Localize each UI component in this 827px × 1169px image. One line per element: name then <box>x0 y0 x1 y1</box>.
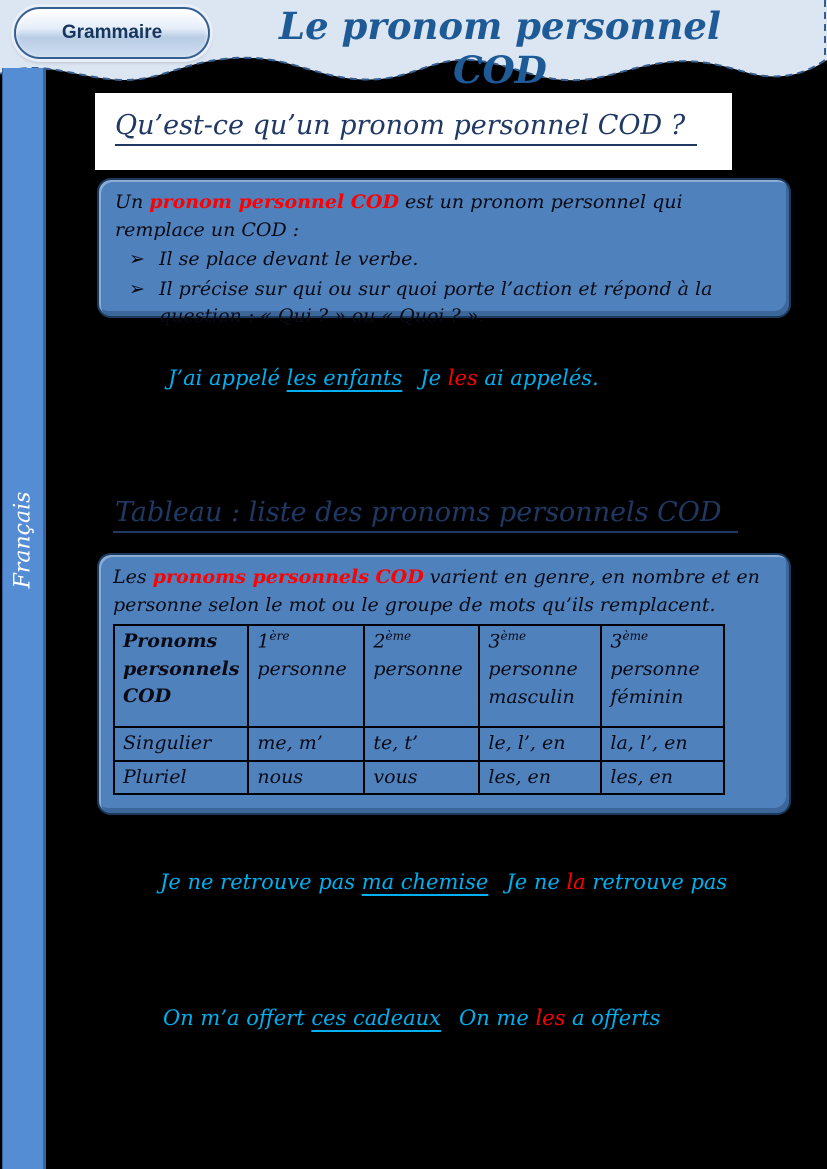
table-header-1st-person <box>248 625 364 727</box>
example-mid: Je ne <box>506 870 567 894</box>
header-number: 1 <box>257 630 270 653</box>
arrowhead-bullet-icon: ➢ <box>129 277 145 300</box>
definition-bullet-list <box>129 246 773 331</box>
section1-heading-box <box>95 93 732 170</box>
row-label: Pluriel <box>114 761 248 795</box>
header-number: 3 <box>488 630 501 653</box>
example-sentence-2 <box>160 870 727 894</box>
header-ordinal-sup: ème <box>385 629 412 644</box>
pronouns-table <box>113 624 725 795</box>
header-number: 3 <box>610 630 623 653</box>
table-intro-highlight: pronoms personnels COD <box>152 566 424 588</box>
underlined-cod: ma chemise <box>361 870 489 894</box>
bullet-text: Il se place devant le verbe. <box>159 248 419 271</box>
table-intro <box>113 564 775 619</box>
table-cell: nous <box>248 761 364 795</box>
pronoun-table-box <box>97 553 791 815</box>
definition-intro-pre: Un <box>115 191 150 213</box>
header-word: personne <box>610 657 700 680</box>
table-intro-pre: Les <box>113 566 153 588</box>
table-intro-post: varient en genre, en nombre et en personne selon le mot ou le groupe de mots qu’ils remplacent. <box>113 566 760 616</box>
bullet-text: Il précise sur qui ou sur quoi porte l’action et répond à la question : « Qui ? » ou « Quoi ? ». <box>159 277 713 328</box>
table-header-3rd-person-fem <box>601 625 724 727</box>
table-cell: me, m’ <box>248 727 364 761</box>
definition-box <box>97 178 791 328</box>
table-corner-header: Pronoms personnels COD <box>114 625 248 727</box>
table-header-row <box>114 625 724 727</box>
grammaire-button[interactable]: Grammaire <box>14 7 210 59</box>
header-number: 2 <box>373 630 386 653</box>
header-gender: masculin <box>488 685 575 708</box>
underlined-cod: ces cadeaux <box>311 1006 441 1030</box>
page-title: Le pronom personnel COD <box>279 4 721 92</box>
underlined-cod: les enfants <box>286 366 403 390</box>
example-lead: J’ai appelé <box>168 366 287 390</box>
table-cell: les, en <box>601 761 724 795</box>
header-word: personne <box>488 657 578 680</box>
arrowhead-bullet-icon: ➢ <box>129 248 145 271</box>
bullet-item <box>129 246 773 274</box>
header-word: personne <box>373 657 463 680</box>
table-cell: les, en <box>479 761 601 795</box>
header-ordinal-sup: ème <box>622 629 649 644</box>
section2-heading: Tableau : liste des pronoms personnels COD <box>113 497 738 533</box>
pronoun-red: la <box>566 870 586 894</box>
pronoun-red: les <box>447 366 478 390</box>
example-sentence-1 <box>168 366 599 390</box>
example-tail: a offerts <box>565 1006 661 1030</box>
header-gender: féminin <box>610 685 684 708</box>
table-row-pluriel <box>114 761 724 795</box>
table-cell: te, t’ <box>364 727 479 761</box>
example-lead: On m’a offert <box>163 1006 312 1030</box>
definition-intro <box>115 189 773 244</box>
table-cell: la, l’, en <box>601 727 724 761</box>
header-word: personne <box>257 657 347 680</box>
row-label: Singulier <box>114 727 248 761</box>
table-header-3rd-person-masc <box>479 625 601 727</box>
header-ordinal-sup: ère <box>269 629 290 644</box>
example-tail: retrouve pas <box>585 870 728 894</box>
table-row-singulier <box>114 727 724 761</box>
sidebar <box>2 68 46 1169</box>
example-lead: Je ne retrouve pas <box>160 870 362 894</box>
table-header-2nd-person <box>364 625 479 727</box>
example-tail: ai appelés. <box>477 366 599 390</box>
pronoun-red: les <box>535 1006 566 1030</box>
table-cell: vous <box>364 761 479 795</box>
section1-heading: Qu’est-ce qu’un pronom personnel COD ? <box>115 110 697 146</box>
definition-highlight: pronom personnel COD <box>149 191 399 213</box>
bullet-item <box>129 276 773 331</box>
example-sentence-3 <box>163 1006 660 1030</box>
definition-intro-post: est un pronom personnel qui remplace un COD : <box>115 191 683 241</box>
example-mid: Je <box>420 366 448 390</box>
table-cell: le, l’, en <box>479 727 601 761</box>
example-mid: On me <box>459 1006 536 1030</box>
sidebar-subject-label: Français <box>10 491 36 589</box>
header-ordinal-sup: ème <box>500 629 527 644</box>
